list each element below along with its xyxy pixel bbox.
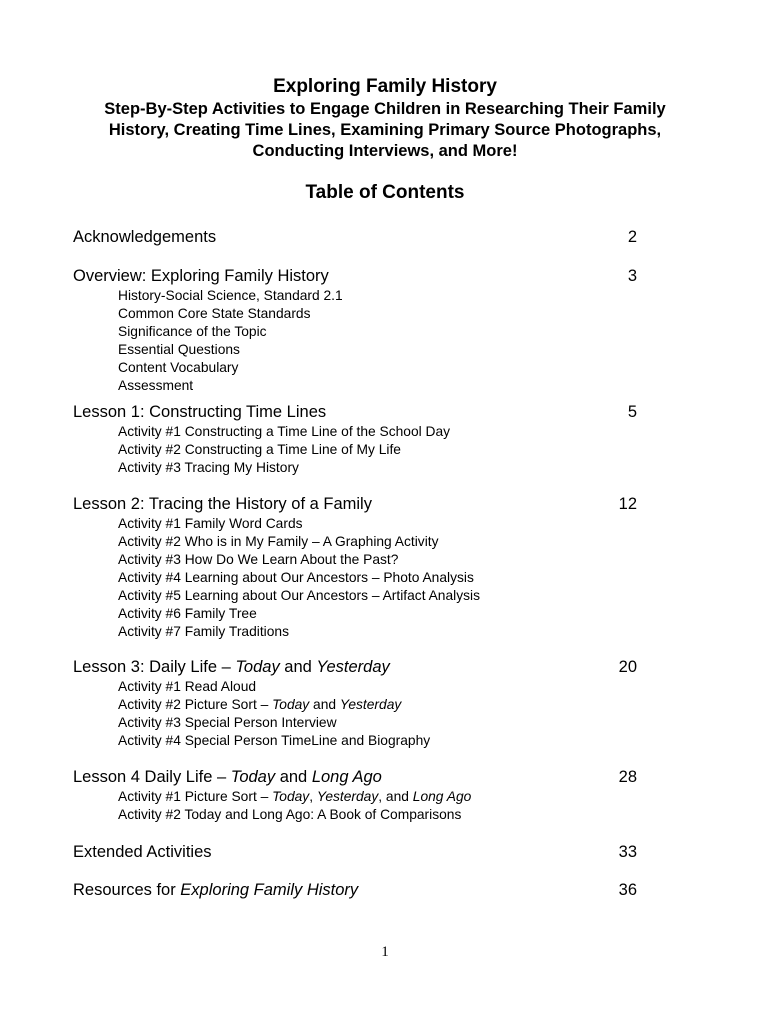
subtitle-line: Step-By-Step Activities to Engage Children in Researching Their Family <box>104 100 666 118</box>
toc-subentry: Activity #5 Learning about Our Ancestors – Artifact Analysis <box>118 588 480 603</box>
toc-entry-resources[interactable] <box>73 880 637 900</box>
toc-entry-label: Resources for Exploring Family History <box>73 881 359 899</box>
toc-subentry: Activity #3 Tracing My History <box>118 460 299 475</box>
toc-entry-lesson-3[interactable] <box>73 657 637 750</box>
toc-entry-page: 3 <box>627 267 637 285</box>
toc-entry-page: 5 <box>627 403 637 421</box>
subtitle-line: Conducting Interviews, and More! <box>252 142 518 160</box>
toc-entry-label: Lesson 1: Constructing Time Lines <box>73 403 327 421</box>
toc-subentry: Activity #1 Constructing a Time Line of the School Day <box>118 424 451 439</box>
toc-subentry: Assessment <box>118 378 194 393</box>
document-subtitle <box>0 99 770 162</box>
toc-entry-label: Lesson 2: Tracing the History of a Family <box>73 495 372 513</box>
toc-subentry: Activity #2 Who is in My Family – A Graphing Activity <box>118 534 439 549</box>
toc-subentry: Activity #3 Special Person Interview <box>118 715 337 730</box>
toc-entry-page: 20 <box>618 658 637 676</box>
toc-entry-page: 2 <box>627 228 637 246</box>
toc-subentry: Activity #1 Read Aloud <box>118 679 257 694</box>
toc-subentry: History-Social Science, Standard 2.1 <box>118 288 343 303</box>
toc-entry-label: Extended Activities <box>73 843 212 861</box>
toc-subentry: Activity #6 Family Tree <box>118 606 257 621</box>
toc-entry-page: 28 <box>618 768 637 786</box>
toc-entry-label: Acknowledgements <box>73 228 217 246</box>
toc-entry-page: 36 <box>618 881 637 899</box>
toc-entry-extended-activities[interactable] <box>73 842 637 862</box>
toc-entry-acknowledgements[interactable] <box>73 227 637 247</box>
toc-subentry: Significance of the Topic <box>118 324 267 339</box>
toc-subentry: Activity #4 Learning about Our Ancestors – Photo Analysis <box>118 570 474 585</box>
toc-entry-label: Overview: Exploring Family History <box>73 267 329 285</box>
toc-subentry: Activity #1 Picture Sort – Today, Yesterday, and Long Ago <box>118 789 472 804</box>
toc-entry-lesson-1[interactable] <box>73 402 637 477</box>
toc-entry-overview[interactable] <box>73 266 637 395</box>
toc-entry-label: Lesson 4 Daily Life – Today and Long Ago <box>73 768 382 786</box>
toc-entry-page: 33 <box>618 843 637 861</box>
subtitle-line: History, Creating Time Lines, Examining Primary Source Photographs, <box>108 121 662 139</box>
toc-subentry: Activity #2 Picture Sort – Today and Yesterday <box>118 697 402 712</box>
toc-subentry: Essential Questions <box>118 342 240 357</box>
toc-heading: Table of Contents <box>305 182 465 203</box>
toc-entry-lesson-4[interactable] <box>73 767 637 824</box>
toc-entry-label: Lesson 3: Daily Life – Today and Yesterday <box>73 658 390 676</box>
toc-subentry: Activity #2 Constructing a Time Line of My Life <box>118 442 401 457</box>
toc-subentry: Content Vocabulary <box>118 360 239 375</box>
toc-entry-lesson-2[interactable] <box>73 494 637 641</box>
toc-subentry: Activity #1 Family Word Cards <box>118 516 303 531</box>
toc-subentry: Activity #4 Special Person TimeLine and Biography <box>118 733 431 748</box>
toc-entry-page: 12 <box>618 495 637 513</box>
page-number: 1 <box>381 944 389 960</box>
toc-subentry: Activity #2 Today and Long Ago: A Book of Comparisons <box>118 807 462 822</box>
document-title: Exploring Family History <box>273 76 497 97</box>
toc-subentry: Activity #7 Family Traditions <box>118 624 289 639</box>
toc-subentry: Activity #3 How Do We Learn About the Past? <box>118 552 399 567</box>
toc-subentry: Common Core State Standards <box>118 306 311 321</box>
